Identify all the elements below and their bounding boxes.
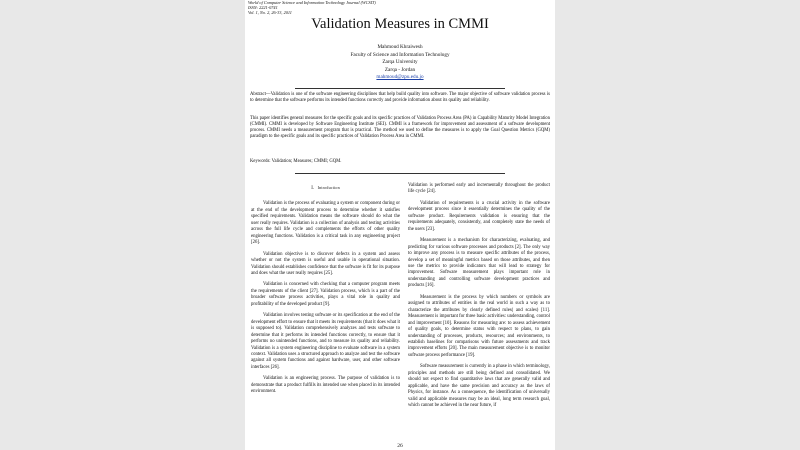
- section-numeral: I.: [311, 186, 314, 191]
- right-column: [408, 183, 550, 415]
- left-column: [251, 185, 400, 401]
- intro-paragraph-3: Validation is concerned with checking that a computer program meets the requirements of the client [27]. Validation process, which is a part of the broader software process activities, plays a vital role in quality and profitability of the developed product [9].: [251, 282, 400, 307]
- divider-bottom: [295, 173, 505, 174]
- right-paragraph-3: Measurement is a mechanism for characterizing, evaluating, and predicting for various software processes and products [2]. The only way to improve any process is to measure specific attributes of the process, develop a set of meaningful metrics based on those attributes, and then use the metrics to provide indicators that will lead to strategy for improvement. Software measurement plays important role in understanding and controlling software development practices and products [16].: [408, 238, 550, 289]
- section-heading: [251, 185, 400, 192]
- page-number: 26: [397, 443, 403, 449]
- paper-page: [245, 0, 555, 450]
- divider-top: [295, 88, 505, 89]
- paper-title: Validation Measures in CMMI: [311, 16, 489, 32]
- author-university: Zarqa University: [382, 59, 418, 66]
- author-email-link[interactable]: mahmoud@zpu.edu.jo: [376, 74, 424, 81]
- journal-volume: Vol. 1, No. 2, 26-33, 2011: [248, 10, 292, 15]
- intro-paragraph-4: Validation involves testing software or its specification at the end of the development effort to ensure that it meets its requirements (that it does what it is supposed to). Validation comprehensively analyzes and tests software to determine that it performs its intended functions correctly, to ensure that it performs no unintended functions, and to measure its quality and reliability. Validation is a system engineering discipline to evaluate software in a system context. Validation uses a structured approach to analyze and test the software against all system functions and against hardware, user, and other software interfaces [26].: [251, 313, 400, 370]
- right-paragraph-5: Software measurement is currently in a phase in which terminology, principles and methods are still being defined and consolidated. We should not expect to find quantitative laws that are generally valid and applicable, and have the same precision and accuracy as the laws of Physics, for instance. As a consequence, the identification of universally valid and applicable measures may be an ideal, long term research goal, which cannot be achieved in the near future, if: [408, 364, 550, 409]
- journal-name: World of Computer Science and Information Technology Journal (WCSIT): [248, 0, 376, 5]
- abstract-paragraph-2: This paper identifies general measures for the specific goals and its specific practices of Validation Process Area (PA) in Capability Maturity Model Integration (CMMI). CMMI is developed by Software Engineering Institute (SEI). CMMI is a framework for improvement and assessment of a software development process. CMMI needs a measurement program that is practical. The method we used to define the measures is to apply the Goal Question Metrics (GQM) paradigm to the specific goals and its specific practices of Validation Process Area in CMMI.: [250, 116, 550, 140]
- right-paragraph-4: Measurement is the process by which numbers or symbols are assigned to attributes of entities in the real world in such a way as to characterize the attributes by clearly defined rules( and scales) [11]. Measurement is important for three basic activities: understanding, control and improvement [10]. Reasons for measuring are: to assess achievement of quality goals, to determine status with respect to plans, to gain understanding of processes, products, resources; and environments, to establish baselines for comparisons with future assessments and track improvement efforts [20]. The main measurement objective is to monitor software process performance [19].: [408, 294, 550, 358]
- right-paragraph-1: Validation is performed early and incrementally throughout the product life cycle [24].: [408, 183, 550, 195]
- author-block: [245, 44, 555, 82]
- right-paragraph-2: Validation of requirements is a crucial activity in the software development process since it essentially determines the quality of the software product. Requirements validation is ensuring that the requirements adequately, consistently, and completely state the needs of the users [23].: [408, 200, 550, 232]
- intro-paragraph-2: Validation objective is to discover defects in a system and assess whether or not the system is useful and usable in operational situation. Validation should establishes confidence that the software is fit for its purpose and does what the user really requires [25].: [251, 251, 400, 276]
- section-title: Introduction: [317, 185, 340, 190]
- author-location: Zarqa - Jordan: [384, 66, 416, 73]
- author-faculty: Faculty of Science and Information Technology: [350, 51, 450, 58]
- journal-header: [248, 0, 376, 15]
- author-name: Mahmoud Khraiwesh: [377, 44, 423, 50]
- journal-issn: ISSN: 2221-0741: [248, 5, 278, 10]
- intro-paragraph-1: Validation is the process of evaluating a system or component during or at the end of the development process to determine whether it satisfies specified requirements. Validation means the software should do what the user really requires. Validation is a collection of analysis and testing activities across the full life cycle and complements the efforts of other quality engineering functions. Validation is a critical task in any engineering project [26].: [251, 201, 400, 246]
- abstract-paragraph-1: Abstract—Validation is one of the software engineering disciplines that help build quality into software. The major objective of software validation process is to determine that the software performs its intended functions correctly and provide information about its quality and reliability.: [250, 92, 550, 104]
- intro-paragraph-5: Validation is an engineering process. The purpose of validation is to demonstrate that a product fulfills its intended use when placed in its intended environment.: [251, 376, 400, 395]
- keywords: Keywords: Validation; Measures; CMMI; GQM.: [250, 159, 342, 164]
